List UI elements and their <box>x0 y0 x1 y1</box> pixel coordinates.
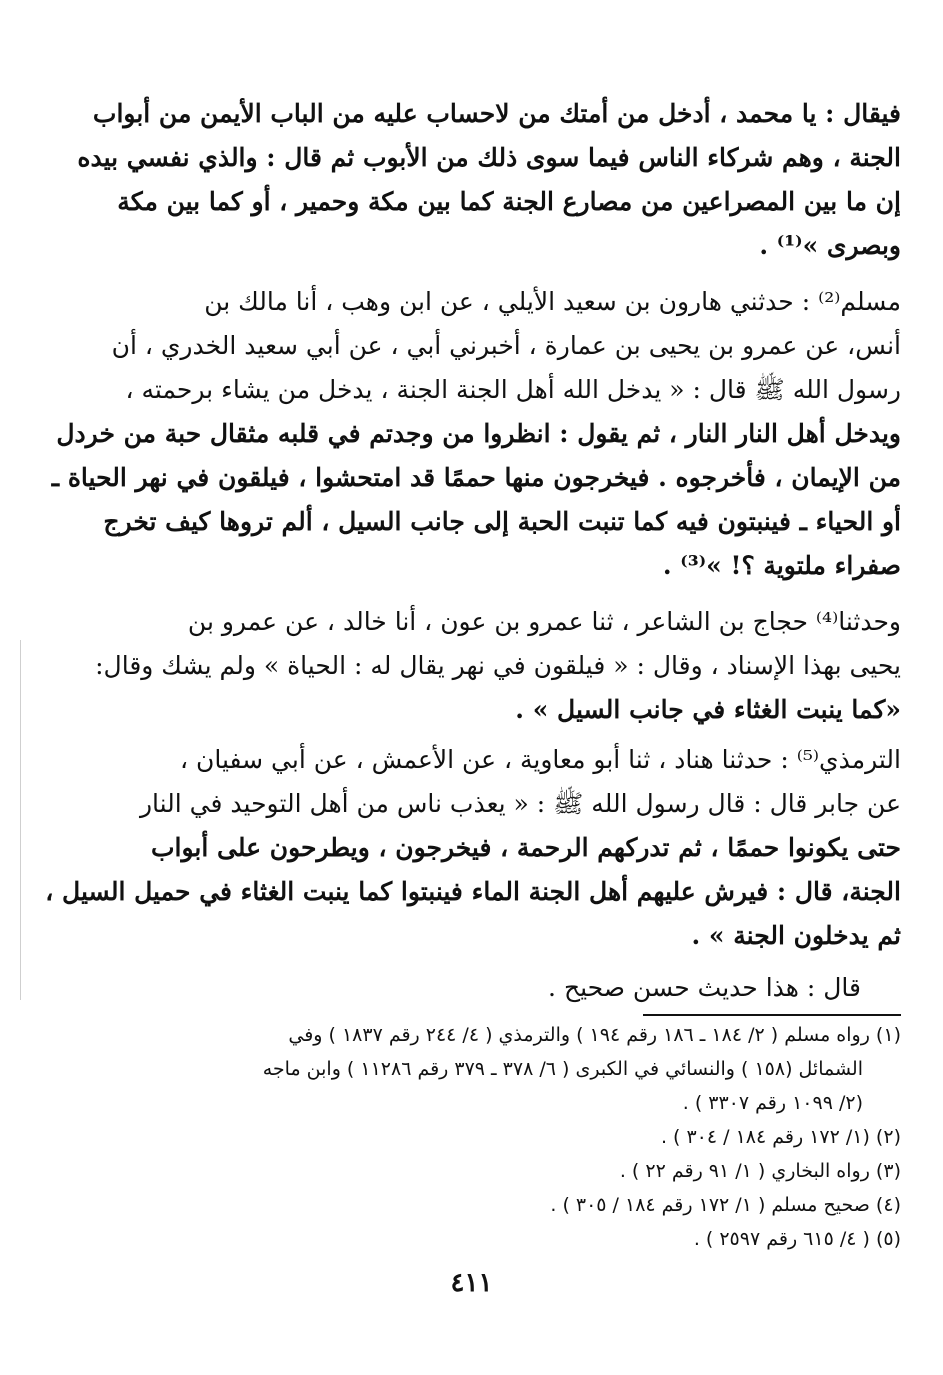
page-number: ٤١١ <box>450 1268 493 1298</box>
text-line: وبصرى »⁽¹⁾ . <box>759 231 901 260</box>
footnote-line: (٣) رواه البخاري ( ١/ ٩١ رقم ٢٢ ) . <box>619 1160 901 1182</box>
text-line: الترمذي⁽⁵⁾ : حدثنا هناد ، ثنا أبو معاوية ، عن الأعمش ، عن أبي سفيان ، <box>179 745 901 774</box>
footnote-line: (٢/ ١٠٩٩ رقم ٣٣٠٧ ) . <box>682 1092 863 1114</box>
text-line: قال : هذا حديث حسن صحيح . <box>548 973 861 1002</box>
text-line: رسول الله ﷺ قال : « يدخل الله أهل الجنة الجنة ، يدخل من يشاء برحمته ، <box>125 375 901 404</box>
text-line: صفراء ملتوية ؟! »⁽³⁾ . <box>662 551 901 580</box>
text-line: أو الحياء ـ فينبتون فيه كما تنبت الحبة إلى جانب السيل ، ألم تروها كيف تخرج <box>103 507 901 536</box>
paragraph-4 <box>39 738 901 958</box>
text-line: الجنة، قال : فيرش عليهم أهل الجنة الماء فينبتوا كما ينبت الغثاء في حميل السيل ، <box>45 877 901 906</box>
footnote-line: (٥) ( ٤/ ٦١٥ رقم ٢٥٩٧ ) . <box>693 1228 901 1250</box>
text-line: حتى يكونوا حممًا ، ثم تدركهم الرحمة ، فيخرجون ، ويطرحون على أبواب <box>151 833 901 862</box>
paragraph-5 <box>461 966 861 1010</box>
text-line: ثم يدخلون الجنة » . <box>691 921 901 950</box>
scan-edge-line <box>20 640 21 1000</box>
footnote-line: (١) رواه مسلم ( ٢/ ١٨٤ ـ ١٨٦ رقم ١٩٤ ) والترمذي ( ٤/ ٢٤٤ رقم ١٨٣٧ ) وفي <box>288 1024 901 1046</box>
text-line: الجنة ، وهم شركاء الناس فيما سوى ذلك من الأبوب ثم قال : والذي نفسي بيده <box>77 143 901 172</box>
paragraph-1 <box>39 92 901 268</box>
text-line: ويدخل أهل النار النار ، ثم يقول : انظروا من وجدتم في قلبه مثقال حبة من خردل <box>56 419 901 448</box>
text-line: إن ما بين المصراعين من مصارع الجنة كما بين مكة وحمير ، أو كما بين مكة <box>117 187 901 216</box>
footnote-line: الشمائل (١٥٨ ) والنسائي في الكبرى ( ٦/ ٣٧٨ ـ ٣٧٩ رقم ١١٢٨٦ ) وابن ماجه <box>262 1058 863 1080</box>
footnote-line: (٢) (١/ ١٧٢ رقم ١٨٤ / ٣٠٤ ) . <box>660 1126 901 1148</box>
text-line: أنس، عن عمرو بن يحيى بن عمارة ، أخبرني أبي ، عن أبي سعيد الخدري ، أن <box>111 331 901 360</box>
footnotes <box>39 1018 901 1256</box>
text-line: يحيى بهذا الإسناد ، وقال : « فيلقون في نهر يقال له : الحياة » ولم يشك وقال: <box>95 651 901 680</box>
text-line: «كما ينبت الغثاء في جانب السيل » . <box>515 695 901 724</box>
footnote-line: (٤) صحيح مسلم ( ١/ ١٧٢ رقم ١٨٤ / ٣٠٥ ) . <box>550 1194 901 1216</box>
text-line: عن جابر قال : قال رسول الله ﷺ : « يعذب ناس من أهل التوحيد في النار <box>139 789 901 818</box>
paragraph-2 <box>39 280 901 588</box>
paragraph-3 <box>39 600 901 732</box>
text-line: فيقال : يا محمد ، أدخل من أمتك من لاحساب عليه من الباب الأيمن من أبواب <box>92 99 901 128</box>
text-line: مسلم⁽²⁾ : حدثني هارون بن سعيد الأيلي ، عن ابن وهب ، أنا مالك بن <box>204 287 901 316</box>
footnote-separator <box>643 1014 901 1016</box>
text-line: وحدثنا⁽⁴⁾ حجاج بن الشاعر ، ثنا عمرو بن عون ، أنا خالد ، عن عمرو بن <box>187 607 901 636</box>
text-line: من الإيمان ، فأخرجوه . فيخرجون منها حممًا قد امتحشوا ، فيلقون في نهر الحياة ـ <box>51 463 901 492</box>
